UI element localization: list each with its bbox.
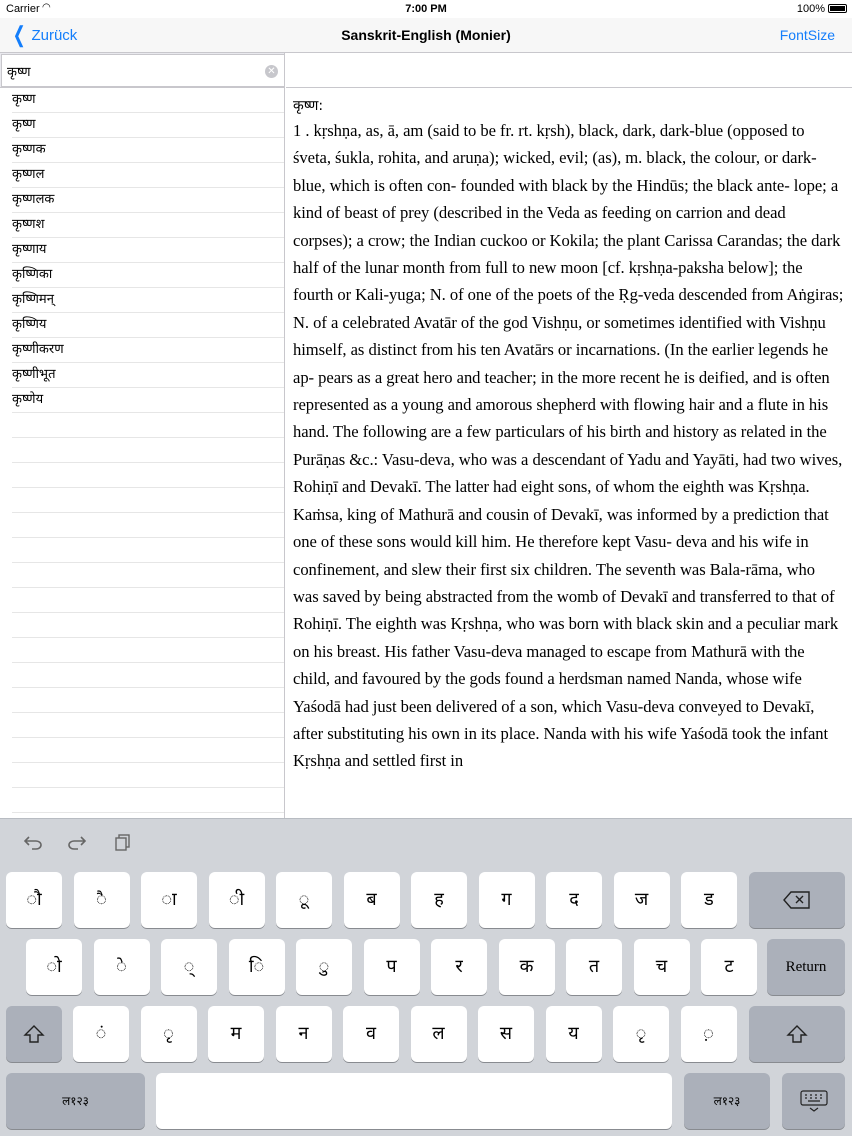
empty-row: [12, 538, 284, 563]
key[interactable]: ़: [681, 1006, 737, 1062]
list-item[interactable]: कृष्णेय: [12, 388, 284, 413]
search-bar: [0, 53, 284, 88]
word-list-pane: [0, 53, 285, 818]
clock: 7:00 PM: [405, 3, 447, 15]
shift-icon: [786, 1024, 808, 1044]
numbers-key-right[interactable]: ल१२३: [684, 1073, 770, 1129]
list-item[interactable]: कृष्णिय: [12, 313, 284, 338]
key[interactable]: क: [499, 939, 555, 995]
empty-row: [12, 788, 284, 813]
fontsize-button[interactable]: FontSize: [779, 27, 835, 43]
empty-row: [12, 438, 284, 463]
shift-left-key[interactable]: [6, 1006, 62, 1062]
key[interactable]: ृ: [141, 1006, 197, 1062]
results-list: [0, 88, 284, 813]
keyboard-dismiss-icon: [799, 1089, 829, 1113]
empty-row: [12, 463, 284, 488]
empty-row: [12, 488, 284, 513]
delete-key[interactable]: [749, 872, 845, 928]
empty-row: [12, 513, 284, 538]
key[interactable]: स: [478, 1006, 534, 1062]
keyboard-shortcut-bar: [0, 819, 852, 869]
key[interactable]: त: [566, 939, 622, 995]
empty-row: [12, 663, 284, 688]
key[interactable]: ृ: [613, 1006, 669, 1062]
numbers-key-left[interactable]: ल१२३: [6, 1073, 145, 1129]
list-item[interactable]: कृष्णीभूत: [12, 363, 284, 388]
key[interactable]: द: [546, 872, 602, 928]
devanagari-keyboard: [0, 818, 852, 1136]
definition-pane: [286, 88, 852, 818]
list-item[interactable]: कृष्णिका: [12, 263, 284, 288]
key[interactable]: प: [364, 939, 420, 995]
carrier-label: Carrier: [6, 3, 40, 15]
wifi-icon: ◠: [42, 2, 51, 13]
key[interactable]: र: [431, 939, 487, 995]
empty-row: [12, 613, 284, 638]
empty-row: [12, 563, 284, 588]
key[interactable]: ड: [681, 872, 737, 928]
list-item[interactable]: कृष्णलक: [12, 188, 284, 213]
empty-row: [12, 738, 284, 763]
key[interactable]: ा: [141, 872, 197, 928]
page-title: Sanskrit-English (Monier): [341, 27, 511, 43]
key[interactable]: ो: [26, 939, 82, 995]
detail-header: [286, 53, 852, 88]
clear-search-icon[interactable]: ✕: [265, 65, 278, 78]
undo-icon[interactable]: [22, 833, 44, 855]
search-input[interactable]: [2, 55, 262, 86]
key[interactable]: ं: [73, 1006, 129, 1062]
empty-row: [12, 688, 284, 713]
redo-icon[interactable]: [66, 833, 88, 855]
list-item[interactable]: कृष्णाय: [12, 238, 284, 263]
paste-icon[interactable]: [112, 833, 134, 855]
empty-row: [12, 588, 284, 613]
empty-row: [12, 763, 284, 788]
list-item[interactable]: कृष्णिमन्: [12, 288, 284, 313]
empty-row: [12, 413, 284, 438]
shift-right-key[interactable]: [749, 1006, 845, 1062]
chevron-left-icon: ❮: [12, 22, 26, 47]
key[interactable]: व: [343, 1006, 399, 1062]
list-item[interactable]: कृष्णक: [12, 138, 284, 163]
back-label: Zurück: [31, 26, 78, 44]
key[interactable]: ह: [411, 872, 467, 928]
key[interactable]: य: [546, 1006, 602, 1062]
key[interactable]: ग: [479, 872, 535, 928]
key[interactable]: ौ: [6, 872, 62, 928]
key[interactable]: ू: [276, 872, 332, 928]
list-item[interactable]: कृष्ण: [12, 113, 284, 138]
return-key[interactable]: Return: [767, 939, 845, 995]
list-item[interactable]: कृष्ण: [12, 88, 284, 113]
key[interactable]: म: [208, 1006, 264, 1062]
list-item[interactable]: कृष्णश: [12, 213, 284, 238]
status-bar: [0, 0, 852, 18]
key[interactable]: ै: [74, 872, 130, 928]
list-item[interactable]: कृष्णल: [12, 163, 284, 188]
key[interactable]: ट: [701, 939, 757, 995]
key[interactable]: ब: [344, 872, 400, 928]
key[interactable]: च: [634, 939, 690, 995]
key[interactable]: ु: [296, 939, 352, 995]
key[interactable]: ्: [161, 939, 217, 995]
empty-row: [12, 713, 284, 738]
entry-definition: 1 . kṛshṇa, as, ā, am (said to be fr. rt. kṛsh), black, dark, dark-blue (opposed to śveta, śukla, rohita, and aruṇa); wicked, evil; (as), m. black, the colour, or dark-blue, which is often con- founded with black by the Hindūs; the black ante- lope; a kind of beast of prey (described in the Veda as feeding on carrion and dead corpses); a crow; the Indian cuckoo or Kokila; the plant Carissa Carandas; the dark half of the lunar month from full to new moon [cf. kṛshṇa-paksha below]; the fourth or Kali-yuga; N. of one of the poets of the Ṛg-veda descended from Aṅgiras; N. of a celebrated Avatār of the god Vishṇu, or sometimes identified with Vishṇu himself, as distinct from his ten Avatārs or incarnations. (In the earlier legends he ap- pears as a great hero and teacher; in the more recent he is deified, and is often represented as a young and amorous shepherd with flowing hair and a flute in his hand. The following are a few particulars of his birth and history as related in the Purāṇas &c.: Vasu-deva, who was a descendant of Yadu and Yayāti, had two wives, Rohiṇī and Devakī. The latter had eight sons, of whom the eighth was Kṛshṇa. Kaṁsa, king of Mathurā and cousin of Devakī, was informed by a prediction that one of these sons would kill him. He therefore kept Vasu- deva and his wife in confinement, and slew their first six children. The seventh was Bala-rāma, who was saved by being abstracted from the womb of Devakī and transferred to that of Rohiṇī. The eighth was Kṛshṇa, who was born with black skin and a peculiar mark on his breast. His father Vasu-deva managed to escape from Mathurā with the child, and favoured by the gods found a herdsman named Nanda, whose wife Yaśodā had just been delivered of a son, which Vasu-deva conveyed to Devakī, after substituting his own in its place. Nanda with his wife Yaśodā took the infant Kṛshṇa and settled first in: [293, 121, 844, 771]
key[interactable]: ि: [229, 939, 285, 995]
key[interactable]: े: [94, 939, 150, 995]
search-field-container: [1, 54, 285, 87]
navigation-bar: [0, 18, 852, 53]
battery-percent: 100%: [796, 3, 825, 15]
space-bar[interactable]: [156, 1073, 672, 1129]
key[interactable]: न: [276, 1006, 332, 1062]
delete-icon: [783, 891, 811, 909]
key[interactable]: ी: [209, 872, 265, 928]
empty-row: [12, 638, 284, 663]
dismiss-keyboard-key[interactable]: [782, 1073, 845, 1129]
key[interactable]: ज: [614, 872, 670, 928]
entry-headword: कृष्ण:: [293, 98, 324, 114]
list-item[interactable]: कृष्णीकरण: [12, 338, 284, 363]
shift-icon: [23, 1024, 45, 1044]
battery-icon: [828, 4, 847, 13]
key[interactable]: ल: [411, 1006, 467, 1062]
